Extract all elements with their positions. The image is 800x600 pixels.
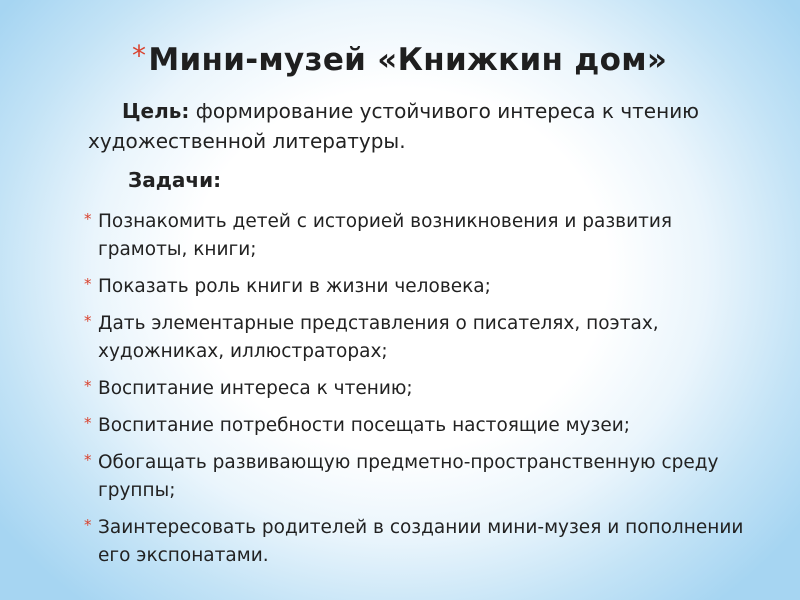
task-text: Дать элементарные представления о писателях, поэтах, художниках, иллюстраторах; bbox=[98, 313, 659, 362]
bullet-icon: * bbox=[84, 312, 92, 330]
task-text: Познакомить детей с историей возникновения и развития грамоты, книги; bbox=[98, 211, 673, 260]
list-item bbox=[84, 310, 764, 366]
task-text: Воспитание потребности посещать настоящие музеи; bbox=[98, 415, 630, 436]
title-text: Мини-музей «Книжкин дом» bbox=[148, 42, 668, 78]
slide-title bbox=[132, 39, 668, 78]
task-text: Воспитание интереса к чтению; bbox=[98, 378, 413, 399]
task-text: Заинтересовать родителей в создании мини-музея и пополнении его экспонатами. bbox=[98, 517, 744, 566]
goal-label: Цель: bbox=[122, 99, 190, 123]
goal-text: формирование устойчивого интереса к чтению художественной литературы. bbox=[88, 99, 700, 153]
task-text: Показать роль книги в жизни человека; bbox=[98, 276, 491, 297]
list-item bbox=[84, 208, 764, 264]
list-item bbox=[84, 412, 764, 440]
list-item bbox=[84, 449, 764, 505]
bullet-icon: * bbox=[84, 275, 92, 293]
tasks-heading: Задачи: bbox=[128, 168, 222, 192]
title-bullet-icon: * bbox=[132, 39, 147, 72]
bullet-icon: * bbox=[84, 210, 92, 228]
list-item bbox=[84, 273, 764, 301]
goal-paragraph bbox=[88, 96, 728, 156]
task-text: Обогащать развивающую предметно-пространственную среду группы; bbox=[98, 452, 719, 501]
bullet-icon: * bbox=[84, 414, 92, 432]
bullet-icon: * bbox=[84, 451, 92, 469]
bullet-icon: * bbox=[84, 516, 92, 534]
list-item bbox=[84, 514, 764, 570]
bullet-icon: * bbox=[84, 377, 92, 395]
tasks-list bbox=[84, 208, 764, 579]
list-item bbox=[84, 375, 764, 403]
